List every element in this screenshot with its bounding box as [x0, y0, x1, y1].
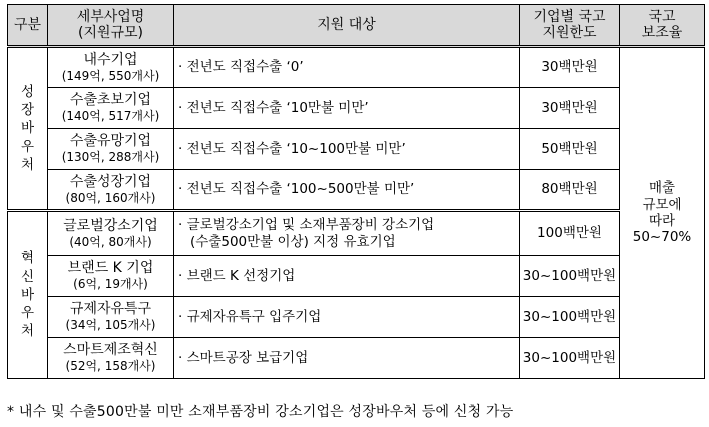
target-cell: · 전년도 직접수출 ‘10~100만불 미만’	[174, 129, 520, 170]
table-row	[8, 256, 705, 297]
program-name: 수출유망기업	[69, 133, 152, 150]
table-row	[8, 88, 705, 129]
limit-cell: 30백만원	[520, 47, 620, 88]
header-target: 지원 대상	[174, 5, 520, 47]
limit-cell: 100백만원	[520, 211, 620, 256]
header-limit-line1: 기업별 국고	[533, 8, 606, 25]
category-char: 우	[20, 305, 35, 322]
subsidy-ratio-cell	[620, 47, 705, 379]
program-scale: (149억, 550개사)	[61, 68, 160, 83]
header-ratio-line1: 국고	[648, 8, 676, 25]
program-scale: (80억, 160개사)	[65, 190, 156, 205]
program-scale: (140억, 517개사)	[61, 109, 160, 124]
program-scale: (52억, 158개사)	[65, 359, 156, 374]
table-row	[8, 338, 705, 379]
program-name: 글로벌강소기업	[63, 217, 158, 234]
category-char: 성	[20, 83, 35, 100]
program-cell	[48, 88, 174, 129]
limit-cell: 30백만원	[520, 88, 620, 129]
voucher-table-container	[7, 4, 705, 379]
voucher-table	[7, 4, 705, 379]
footnote: * 내수 및 수출500만불 미만 소재부품장비 강소기업은 성장바우처 등에 신청 가능	[7, 404, 514, 420]
header-program-line2: (지원규모)	[77, 25, 144, 41]
subsidy-ratio-line4: 50~70%	[632, 229, 692, 246]
program-cell	[48, 297, 174, 338]
target-line1: · 글로벌강소기업 및 소재부품장비 강소기업	[178, 217, 435, 234]
limit-cell: 50백만원	[520, 129, 620, 170]
program-scale: (40억, 80개사)	[69, 234, 152, 249]
header-ratio	[620, 5, 705, 47]
program-cell	[48, 170, 174, 211]
target-cell: · 전년도 직접수출 ‘10만불 미만’	[174, 88, 520, 129]
program-name: 스마트제조혁신	[63, 342, 158, 359]
program-name: 수출초보기업	[69, 92, 152, 109]
target-cell: · 전년도 직접수출 ‘100~500만불 미만’	[174, 170, 520, 211]
program-name: 내수기업	[83, 51, 138, 68]
target-cell: · 브랜드 K 선정기업	[174, 256, 520, 297]
program-cell	[48, 338, 174, 379]
limit-cell: 30~100백만원	[520, 297, 620, 338]
program-scale: (130억, 288개사)	[61, 150, 160, 165]
program-cell	[48, 211, 174, 256]
category-char: 신	[20, 268, 35, 285]
category-char: 처	[20, 156, 35, 173]
target-cell: · 규제자유특구 입주기업	[174, 297, 520, 338]
program-scale: (34억, 105개사)	[65, 318, 156, 333]
category-char: 처	[20, 323, 35, 340]
category-char: 장	[20, 102, 35, 119]
subsidy-ratio-line2: 규모에	[642, 196, 682, 213]
program-name: 규제자유특구	[69, 301, 152, 318]
category-char: 우	[20, 138, 35, 155]
program-scale: (6억, 19개사)	[73, 277, 148, 292]
subsidy-ratio-line1: 매출	[648, 180, 676, 197]
header-program-line1: 세부사업명	[76, 8, 145, 25]
limit-cell: 80백만원	[520, 170, 620, 211]
program-cell	[48, 256, 174, 297]
category-char: 혁	[20, 250, 35, 267]
header-limit-line2: 지원한도	[542, 25, 597, 41]
program-name: 브랜드 K 기업	[67, 260, 154, 277]
table-row	[8, 211, 705, 256]
table-row	[8, 129, 705, 170]
category-char: 바	[20, 120, 35, 137]
subsidy-ratio-line3: 따라	[648, 213, 676, 229]
target-line2: (수출500만불 이상) 지정 유효기업	[190, 233, 396, 250]
category-growth-voucher	[8, 47, 48, 211]
table-header-row	[8, 5, 705, 47]
program-name: 수출성장기업	[69, 173, 152, 190]
program-cell	[48, 47, 174, 88]
target-cell: · 전년도 직접수출 ‘0’	[174, 47, 520, 88]
header-program	[48, 5, 174, 47]
header-limit	[520, 5, 620, 47]
limit-cell: 30~100백만원	[520, 338, 620, 379]
target-cell	[174, 211, 520, 256]
category-innovation-voucher	[8, 211, 48, 379]
program-cell	[48, 129, 174, 170]
category-char: 바	[20, 286, 35, 303]
table-row	[8, 170, 705, 211]
limit-cell: 30~100백만원	[520, 256, 620, 297]
target-cell: · 스마트공장 보급기업	[174, 338, 520, 379]
table-row	[8, 47, 705, 88]
header-ratio-line2: 보조율	[641, 25, 683, 41]
header-category: 구분	[8, 5, 48, 47]
table-row	[8, 297, 705, 338]
